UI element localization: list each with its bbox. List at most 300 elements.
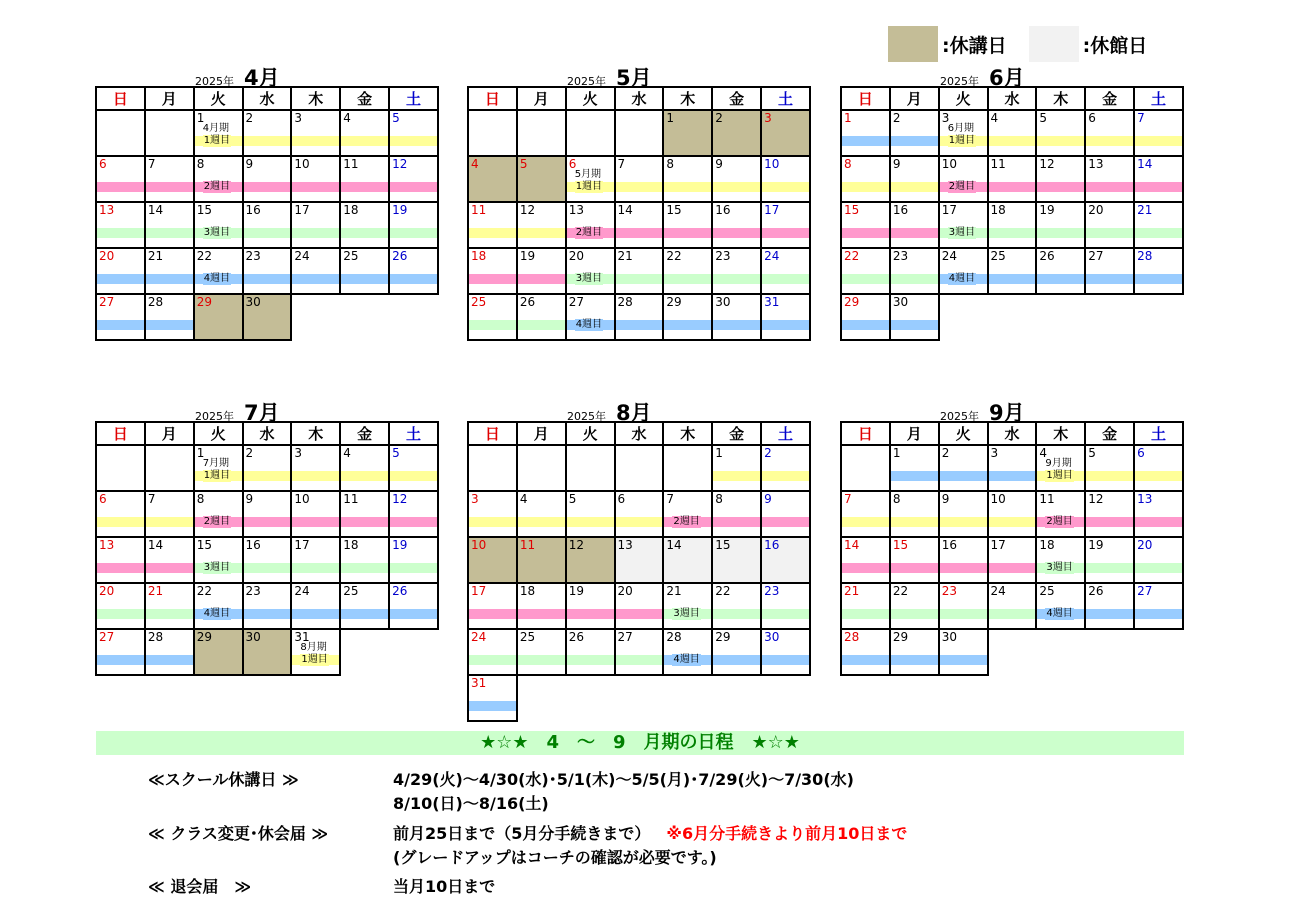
day-cell <box>712 110 761 156</box>
day-number: 3 <box>294 111 303 125</box>
week-bar <box>244 609 291 619</box>
day-number: 8 <box>666 157 675 171</box>
week-bar <box>1135 609 1182 619</box>
day-number: 21 <box>147 249 164 263</box>
day-cell <box>1134 583 1183 629</box>
day-cell <box>841 583 890 629</box>
day-cell <box>761 629 810 675</box>
week-bar <box>842 655 889 665</box>
day-cell <box>1085 491 1134 537</box>
day-cell <box>517 583 566 629</box>
weekday-header: 月 <box>890 87 939 110</box>
day-cell <box>1036 537 1085 583</box>
day-cell <box>291 110 340 156</box>
day-number: 9 <box>715 157 723 171</box>
day-cell-empty <box>1134 629 1183 675</box>
week-bar <box>469 274 516 284</box>
week-bar <box>842 609 889 619</box>
week-bar <box>97 182 144 192</box>
day-cell <box>389 248 438 294</box>
day-number: 30 <box>245 630 261 644</box>
day-cell <box>194 294 243 340</box>
day-number: 13 <box>1137 492 1153 506</box>
month-year: 2025年 <box>567 410 606 423</box>
day-cell <box>566 537 615 583</box>
day-cell <box>243 110 292 156</box>
day-cell <box>96 491 145 537</box>
day-cell <box>243 445 292 491</box>
day-cell-blank <box>615 110 664 156</box>
day-cell <box>566 583 615 629</box>
day-number: 17 <box>764 203 780 217</box>
day-cell <box>243 294 292 340</box>
week-label: 1週目 <box>203 470 231 481</box>
week-bar <box>664 274 711 284</box>
day-number: 27 <box>568 295 584 309</box>
day-cell <box>243 491 292 537</box>
week-bar <box>146 228 193 238</box>
day-number: 3 <box>941 111 950 125</box>
day-number: 10 <box>990 492 1006 506</box>
day-cell <box>1085 110 1134 156</box>
week-bar <box>341 228 388 238</box>
weekday-header: 火 <box>194 87 243 110</box>
period-label: 5月期 <box>574 169 602 180</box>
month-year: 2025年 <box>940 75 979 88</box>
week-bar <box>292 274 339 284</box>
day-cell <box>939 583 988 629</box>
day-cell-empty <box>340 629 389 675</box>
day-cell <box>890 537 939 583</box>
day-number: 29 <box>892 630 909 644</box>
week-bar <box>762 320 809 330</box>
day-number: 12 <box>1039 157 1055 171</box>
week-bar <box>469 228 516 238</box>
day-number: 21 <box>666 584 682 598</box>
day-cell <box>566 156 615 202</box>
day-cell-empty <box>1085 294 1134 340</box>
day-cell-empty <box>389 294 438 340</box>
day-number: 6 <box>617 492 626 506</box>
day-cell <box>841 491 890 537</box>
week-bar <box>891 182 938 192</box>
week-label: 2週目 <box>203 181 231 192</box>
week-bar <box>567 609 614 619</box>
day-cell <box>340 202 389 248</box>
day-number: 27 <box>617 630 633 644</box>
day-cell <box>615 202 664 248</box>
day-number: 22 <box>844 249 860 263</box>
day-cell <box>988 110 1037 156</box>
day-number: 16 <box>764 538 780 552</box>
day-cell <box>291 537 340 583</box>
day-number: 13 <box>99 538 115 552</box>
day-cell <box>615 248 664 294</box>
day-cell <box>841 110 890 156</box>
day-cell <box>145 583 194 629</box>
day-number: 25 <box>1039 584 1055 598</box>
withdraw-line: 当月10日まで <box>393 877 496 896</box>
week-bar <box>341 136 388 146</box>
day-cell <box>1134 156 1183 202</box>
weekday-header: 火 <box>939 87 988 110</box>
week-bar <box>97 609 144 619</box>
day-number: 11 <box>471 203 487 217</box>
week-bar <box>341 471 388 481</box>
day-number: 10 <box>294 157 310 171</box>
week-bar <box>146 609 193 619</box>
day-cell <box>566 491 615 537</box>
week-bar <box>762 228 809 238</box>
week-label: 2週目 <box>575 227 603 238</box>
day-number: 8 <box>892 492 901 506</box>
day-number: 23 <box>764 584 780 598</box>
day-number: 15 <box>666 203 682 217</box>
week-bar <box>762 517 809 527</box>
day-number: 1 <box>715 446 723 460</box>
week-bar <box>1037 274 1084 284</box>
day-number: 8 <box>844 157 852 171</box>
week-bar <box>762 655 809 665</box>
week-label: 2週目 <box>948 181 976 192</box>
week-bar <box>292 136 339 146</box>
week-bar <box>390 471 437 481</box>
day-cell-empty <box>988 294 1037 340</box>
day-cell <box>145 491 194 537</box>
day-cell <box>517 537 566 583</box>
day-number: 23 <box>715 249 731 263</box>
day-number: 4 <box>990 111 999 125</box>
day-cell <box>243 629 292 675</box>
day-cell <box>517 248 566 294</box>
day-cell-empty <box>1085 629 1134 675</box>
weekday-header: 金 <box>340 87 389 110</box>
day-cell <box>1085 583 1134 629</box>
day-cell <box>1036 110 1085 156</box>
day-cell <box>988 445 1037 491</box>
day-cell <box>96 294 145 340</box>
day-cell <box>243 583 292 629</box>
day-cell-empty <box>340 294 389 340</box>
week-bar <box>1086 228 1133 238</box>
day-number: 10 <box>294 492 310 506</box>
day-number: 10 <box>471 538 487 552</box>
week-bar <box>97 228 144 238</box>
week-bar <box>1086 182 1133 192</box>
day-cell <box>890 294 939 340</box>
day-number: 22 <box>892 584 909 598</box>
day-number: 24 <box>294 584 310 598</box>
week-bar <box>891 471 938 481</box>
week-label: 3週目 <box>203 562 231 573</box>
day-cell <box>243 537 292 583</box>
day-number: 24 <box>471 630 487 644</box>
month-calendar <box>840 401 1184 676</box>
day-number: 14 <box>617 203 633 217</box>
day-number: 5 <box>1039 111 1048 125</box>
day-cell <box>1134 248 1183 294</box>
month-name: 7月 <box>244 401 280 425</box>
day-cell-empty <box>517 675 566 721</box>
day-cell <box>761 583 810 629</box>
day-number: 22 <box>715 584 731 598</box>
day-number: 5 <box>392 111 400 125</box>
day-number: 12 <box>392 492 408 506</box>
month-year: 2025年 <box>940 410 979 423</box>
day-cell <box>145 248 194 294</box>
day-number: 18 <box>990 203 1006 217</box>
week-bar <box>1037 228 1084 238</box>
day-cell <box>988 583 1037 629</box>
closed-days-line1: 4/29(火)～4/30(水)･5/1(木)～5/5(月)･7/29(火)～7/30(水) <box>393 770 854 789</box>
day-cell <box>468 156 517 202</box>
day-number: 14 <box>147 203 164 217</box>
week-bar <box>762 471 809 481</box>
week-bar <box>616 228 663 238</box>
day-number: 20 <box>1088 203 1104 217</box>
week-bar <box>989 471 1036 481</box>
week-bar <box>390 609 437 619</box>
month-title <box>567 62 652 90</box>
day-number: 21 <box>844 584 860 598</box>
day-number: 7 <box>147 492 156 506</box>
day-cell <box>291 248 340 294</box>
month-year: 2025年 <box>195 75 234 88</box>
day-cell <box>1134 202 1183 248</box>
day-cell <box>939 110 988 156</box>
weekday-header: 金 <box>712 87 761 110</box>
day-number: 17 <box>941 203 957 217</box>
day-number: 28 <box>147 295 164 309</box>
week-bar <box>341 182 388 192</box>
day-cell <box>1036 248 1085 294</box>
week-bar <box>390 136 437 146</box>
day-cell <box>243 156 292 202</box>
day-number: 9 <box>245 492 254 506</box>
week-bar <box>842 274 889 284</box>
day-cell <box>841 294 890 340</box>
day-cell <box>194 537 243 583</box>
day-number: 31 <box>764 295 780 309</box>
day-number: 26 <box>1088 584 1104 598</box>
closed-days-label: ≪スクール休講日 ≫ <box>148 770 299 789</box>
class-change-deadline: 前月25日まで（5月分手続きまで） <box>393 824 651 843</box>
day-number: 24 <box>294 249 310 263</box>
weekday-header: 木 <box>1036 87 1085 110</box>
week-bar <box>146 517 193 527</box>
week-bar <box>146 563 193 573</box>
weekday-header: 木 <box>663 422 712 445</box>
day-cell <box>988 248 1037 294</box>
day-number: 20 <box>99 249 115 263</box>
week-bar <box>713 471 760 481</box>
week-bar <box>842 563 889 573</box>
day-cell <box>468 629 517 675</box>
day-number: 27 <box>1088 249 1104 263</box>
week-bar <box>292 609 339 619</box>
week-bar <box>664 182 711 192</box>
month-title <box>195 62 280 90</box>
day-number: 22 <box>666 249 682 263</box>
month-table <box>840 86 1184 341</box>
week-bar <box>713 228 760 238</box>
weekday-header: 土 <box>761 87 810 110</box>
day-number: 17 <box>471 584 487 598</box>
day-cell <box>340 156 389 202</box>
day-number: 15 <box>196 203 212 217</box>
day-cell <box>291 491 340 537</box>
day-number: 7 <box>844 492 852 506</box>
class-change-line1 <box>393 821 907 844</box>
week-bar <box>146 655 193 665</box>
day-cell-blank <box>615 445 664 491</box>
day-number: 31 <box>294 630 310 644</box>
day-cell <box>712 156 761 202</box>
day-cell <box>468 202 517 248</box>
day-cell <box>890 156 939 202</box>
day-cell <box>194 156 243 202</box>
schedule-banner: ★☆★ 4 ～ 9 月期の日程 ★☆★ <box>96 731 1184 755</box>
day-number: 10 <box>941 157 957 171</box>
day-cell-blank <box>145 110 194 156</box>
day-cell-empty <box>1036 294 1085 340</box>
day-number: 27 <box>99 295 115 309</box>
week-bar <box>469 609 516 619</box>
day-cell <box>615 537 664 583</box>
week-bar <box>244 228 291 238</box>
period-label: 4月期 <box>202 123 230 134</box>
day-number: 14 <box>147 538 164 552</box>
day-cell <box>389 537 438 583</box>
week-bar <box>244 274 291 284</box>
legend-swatch-closed-building <box>1029 26 1079 62</box>
day-number: 11 <box>343 492 359 506</box>
day-number: 13 <box>1088 157 1104 171</box>
day-cell <box>1036 583 1085 629</box>
week-bar <box>842 136 889 146</box>
day-cell <box>939 491 988 537</box>
day-cell <box>841 537 890 583</box>
weekday-header: 日 <box>96 87 145 110</box>
day-cell <box>663 583 712 629</box>
day-number: 3 <box>764 111 772 125</box>
week-bar <box>1086 517 1133 527</box>
weekday-header: 日 <box>96 422 145 445</box>
week-label: 1週目 <box>575 181 603 192</box>
day-cell <box>468 248 517 294</box>
week-bar <box>341 563 388 573</box>
month-name: 6月 <box>989 66 1025 90</box>
weekday-header: 金 <box>1085 87 1134 110</box>
weekday-header: 土 <box>761 422 810 445</box>
day-cell <box>890 248 939 294</box>
day-number: 29 <box>666 295 682 309</box>
week-bar <box>1086 563 1133 573</box>
day-number: 20 <box>1137 538 1153 552</box>
weekday-header: 金 <box>340 422 389 445</box>
week-bar <box>1037 136 1084 146</box>
day-number: 30 <box>245 295 261 309</box>
day-cell <box>145 156 194 202</box>
day-number: 1 <box>892 446 901 460</box>
weekday-header: 水 <box>988 422 1037 445</box>
week-bar <box>292 471 339 481</box>
week-bar <box>518 517 565 527</box>
day-number: 8 <box>196 157 205 171</box>
weekday-header: 木 <box>291 422 340 445</box>
day-number: 9 <box>764 492 772 506</box>
week-bar <box>518 655 565 665</box>
day-cell-empty <box>663 675 712 721</box>
day-cell <box>712 491 761 537</box>
day-cell <box>1134 537 1183 583</box>
day-cell <box>96 629 145 675</box>
day-cell <box>615 583 664 629</box>
weekday-header: 水 <box>615 87 664 110</box>
day-cell <box>712 583 761 629</box>
day-cell <box>615 294 664 340</box>
day-cell <box>939 202 988 248</box>
weekday-header: 月 <box>517 87 566 110</box>
day-cell <box>389 583 438 629</box>
week-bar <box>989 182 1036 192</box>
week-bar <box>891 274 938 284</box>
week-bar <box>1135 517 1182 527</box>
day-cell <box>389 202 438 248</box>
month-title <box>195 397 280 425</box>
month-table <box>95 421 439 676</box>
day-number: 14 <box>844 538 860 552</box>
day-cell <box>194 445 243 491</box>
week-bar <box>518 274 565 284</box>
day-number: 30 <box>892 295 909 309</box>
week-bar <box>341 609 388 619</box>
day-number: 8 <box>715 492 723 506</box>
day-cell <box>761 248 810 294</box>
day-number: 6 <box>99 492 107 506</box>
day-number: 24 <box>990 584 1006 598</box>
day-cell <box>1085 248 1134 294</box>
day-cell <box>890 629 939 675</box>
day-number: 27 <box>99 630 115 644</box>
week-bar <box>989 563 1036 573</box>
week-bar <box>1135 563 1182 573</box>
weekday-header: 金 <box>712 422 761 445</box>
day-cell <box>517 491 566 537</box>
month-table <box>467 86 811 341</box>
day-number: 7 <box>617 157 626 171</box>
day-cell <box>841 156 890 202</box>
week-bar <box>244 471 291 481</box>
day-number: 26 <box>1039 249 1055 263</box>
day-cell <box>1134 110 1183 156</box>
day-cell <box>712 202 761 248</box>
day-number: 18 <box>343 203 359 217</box>
week-bar <box>989 228 1036 238</box>
day-number: 19 <box>568 584 584 598</box>
day-cell <box>841 629 890 675</box>
week-label: 4週目 <box>575 319 603 330</box>
weekday-header: 土 <box>389 422 438 445</box>
week-label: 3週目 <box>1046 562 1073 573</box>
day-cell <box>761 491 810 537</box>
day-cell <box>468 294 517 340</box>
day-cell <box>615 491 664 537</box>
day-number: 28 <box>147 630 164 644</box>
week-bar <box>567 517 614 527</box>
day-number: 17 <box>294 538 310 552</box>
day-number: 25 <box>990 249 1006 263</box>
